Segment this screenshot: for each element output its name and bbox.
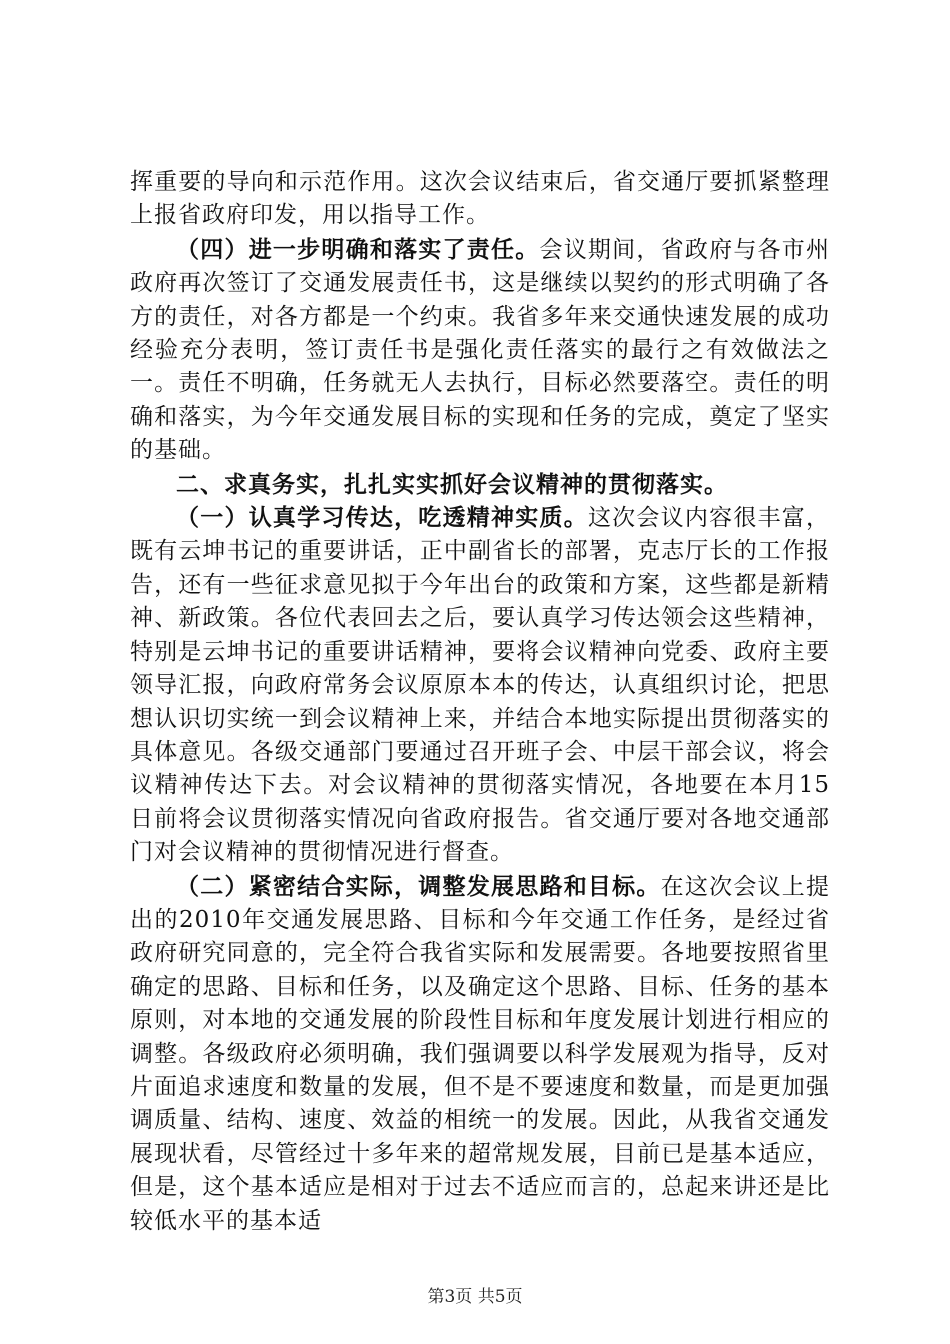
section-heading <box>130 468 830 501</box>
paragraph-text: 挥重要的导向和示范作用。这次会议结束后，省交通厅要抓紧整理上报省政府印发，用以指导工作。 <box>130 169 830 229</box>
paragraph-text: 在这次会议上提出的2010年交通发展思路、目标和今年交通工作任务，是经过省政府研究同意的，完全符合我省实际和发展需要。各地要按照省里确定的思路、目标和任务，以及确定这个思路、目标、任务的基本原则，对本地的交通发展的阶段性目标和年度发展计划进行相应的调整。各级政府必须明确，我们强调要以科学发展观为指导，反对片面追求速度和数量的发展，但不是不要速度和数量，而是更加强调质量、结构、速度、效益的相统一的发展。因此，从我省交通发展现状看，尽管经过十多年来的超常规发展，目前已是基本适应，但是，这个基本适应是相对于过去不适应而言的，总起来讲还是比较低水平的基本适 <box>130 873 831 1234</box>
page-footer <box>0 1282 950 1307</box>
paragraph-lead: （四）进一步明确和落实了责任。 <box>176 235 540 263</box>
paragraph-continuation <box>130 166 830 233</box>
paragraph-study <box>130 501 830 869</box>
page-number: 第3页 共5页 <box>427 1287 523 1307</box>
paragraph-lead: （二）紧密结合实际，调整发展思路和目标。 <box>176 872 661 900</box>
paragraph-responsibility <box>130 233 830 468</box>
paragraph-text: 这次会议内容很丰富，既有云坤书记的重要讲话，正中副省长的部署，克志厅长的工作报告，还有一些征求意见拟于今年出台的政策和方案，这些都是新精神、新政策。各位代表回去之后，要认真学习传达领会这些精神，特别是云坤书记的重要讲话精神，要将会议精神向党委、政府主要领导汇报，向政府常务会议原原本本的传达，认真组织讨论，把思想认识切实统一到会议精神上来，并结合本地实际提出贯彻落实的具体意见。各级交通部门要通过召开班子会、中层干部会议，将会议精神传达下去。对会议精神的贯彻落实情况，各地要在本月15日前将会议贯彻落实情况向省政府报告。省交通厅要对各地交通部门对会议精神的贯彻情况进行督查。 <box>130 505 831 866</box>
document-body <box>130 166 830 1238</box>
section-heading-text: 二、求真务实，扎扎实实抓好会议精神的贯彻落实。 <box>176 470 728 498</box>
paragraph-text: 会议期间，省政府与各市州政府再次签订了交通发展责任书，这是继续以契约的形式明确了各方的责任，对各方都是一个约束。我省多年来交通快速发展的成功经验充分表明，签订责任书是强化责任落实的最行之有效做法之一。责任不明确，任务就无人去执行，目标必然要落空。责任的明确和落实，为今年交通发展目标的实现和任务的完成，奠定了坚实的基础。 <box>130 236 831 464</box>
paragraph-lead: （一）认真学习传达，吃透精神实质。 <box>176 504 588 532</box>
paragraph-adjust-goals <box>130 870 830 1238</box>
